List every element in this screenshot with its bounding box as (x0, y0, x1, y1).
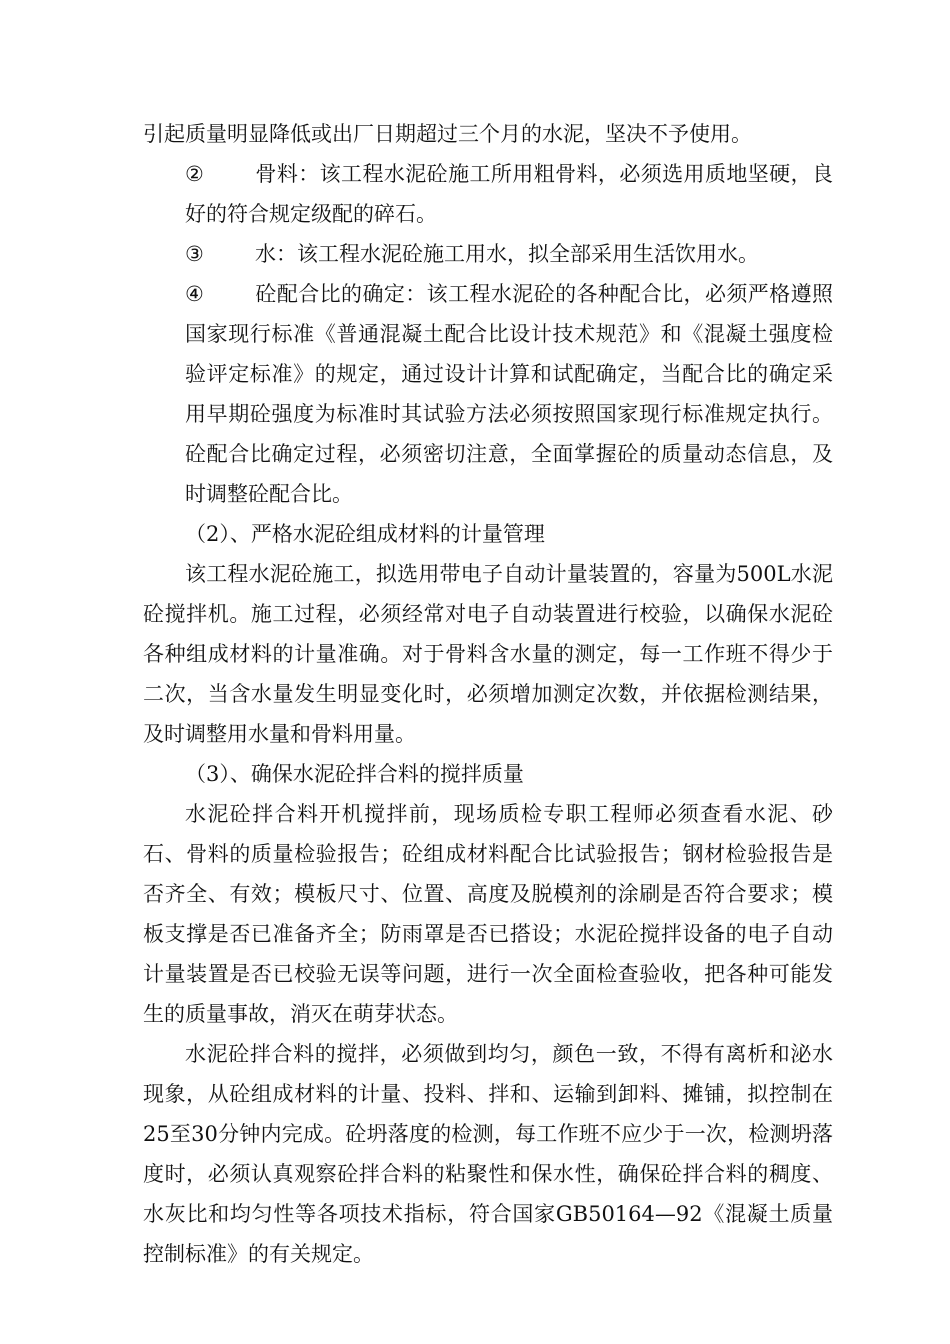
item-text: 砼配合比的确定：该工程水泥砼的各种配合比，必须严格遵照国家现行标准《普通混凝土配合比设计技术规范》和《混凝土强度检验评定标准》的规定，通过设计计算和试配确定，当配合比的确定采用早期砼强度为标准时其试验方法必须按照国家现行标准规定执行。砼配合比确定过程，必须密切注意，全面掌握砼的质量动态信息，及时调整砼配合比。 (185, 282, 833, 506)
section-heading-mixing-quality: （3）、确保水泥砼拌合料的搅拌质量 (185, 762, 524, 786)
list-item-mix-ratio (143, 274, 833, 514)
paragraph-cement-rejection: 引起质量明显降低或出厂日期超过三个月的水泥，坚决不予使用。 (143, 122, 752, 146)
paragraph-measurement: 该工程水泥砼施工，拟选用带电子自动计量装置的，容量为500L水泥砼搅拌机。施工过程，必须经常对电子自动装置进行校验，以确保水泥砼各种组成材料的计量准确。对于骨料含水量的测定，每一工作班不得少于二次，当含水量发生明显变化时，必须增加测定次数，并依据检测结果，及时调整用水量和骨料用量。 (143, 562, 833, 746)
document-page (143, 114, 833, 1274)
list-item-aggregate (143, 154, 833, 234)
item-text: 骨料：该工程水泥砼施工所用粗骨料，必须选用质地坚硬，良好的符合规定级配的碎石。 (185, 162, 833, 226)
paragraph-pre-mixing-check: 水泥砼拌合料开机搅拌前，现场质检专职工程师必须查看水泥、砂石、骨料的质量检验报告；砼组成材料配合比试验报告；钢材检验报告是否齐全、有效；模板尺寸、位置、高度及脱模剂的涂刷是否符合要求；模板支撑是否已准备齐全；防雨罩是否已搭设；水泥砼搅拌设备的电子自动计量装置是否已校验无误等问题，进行一次全面检查验收，把各种可能发生的质量事故，消灭在萌芽状态。 (143, 802, 833, 1026)
list-item-water (143, 234, 833, 274)
paragraph-mixing-requirements: 水泥砼拌合料的搅拌，必须做到均匀，颜色一致，不得有离析和泌水现象，从砼组成材料的计量、投料、拌和、运输到卸料、摊铺，拟控制在25至30分钟内完成。砼坍落度的检测，每工作班不应少于一次，检测坍落度时，必须认真观察砼拌合料的粘聚性和保水性，确保砼拌合料的稠度、水灰比和均匀性等各项技术指标，符合国家GB50164—92《混凝土质量控制标准》的有关规定。 (143, 1042, 833, 1266)
item-number: ③ (185, 242, 204, 266)
item-number: ② (185, 162, 204, 186)
item-text: 水：该工程水泥砼施工用水，拟全部采用生活饮用水。 (255, 242, 759, 266)
item-number: ④ (185, 282, 204, 306)
section-heading-measurement: （2）、严格水泥砼组成材料的计量管理 (185, 522, 545, 546)
